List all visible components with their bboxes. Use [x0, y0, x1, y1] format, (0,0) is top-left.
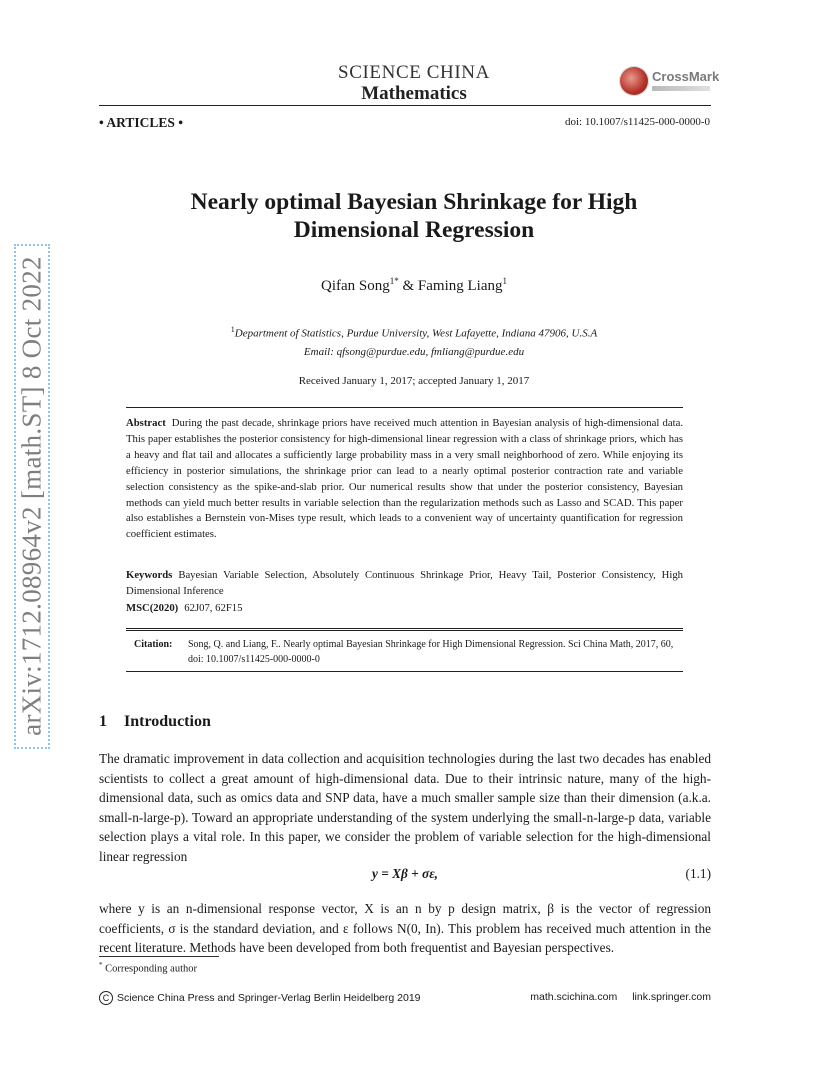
- copyright-icon: C: [99, 991, 113, 1005]
- section-title: Introduction: [124, 713, 211, 730]
- abstract-text: During the past decade, shrinkage priors have received much attention in Bayesian analysis of high-dimensional data. This paper establishes the posterior consistency for high-dimensional linear regression with a class of shrinkage priors, which has a heavy and flat tail and allocates a sufficiently large probability mass in a very small neighborhood of zero. While enjoying its efficiency in posterior simulations, the shrinkage prior can lead to a nearly optimal posterior contraction rate and variable selection consistency as the spike-and-slab prior. Our numerical results show that under the posterior consistency, Bayesian methods can yield much better results in variable selection than the regularization methods such as Lasso and SCAD. This paper also establishes a Bernstein von-Mises type result, which leads to a convenient way of uncertainty quantification for regression coefficient estimates.: [126, 417, 683, 541]
- footnote-rule: [99, 956, 219, 957]
- equation-expression: y = Xβ + σε,: [372, 866, 438, 881]
- email: Email: qfsong@purdue.edu, fmliang@purdue.edu: [303, 346, 525, 358]
- title-line-1: Nearly optimal Bayesian Shrinkage for High: [190, 189, 638, 215]
- section-number: 1: [99, 713, 107, 730]
- msc-codes: 62J07, 62F15: [184, 602, 243, 614]
- author-1: Qifan Song: [321, 278, 390, 294]
- header-rule: [99, 105, 711, 106]
- msc: [126, 602, 683, 614]
- author-1-mark: 1*: [389, 276, 399, 286]
- msc-label: MSC(2020): [126, 602, 179, 614]
- keywords-text: Bayesian Variable Selection, Absolutely Continuous Shrinkage Prior, Heavy Tail, Posterior Consistency, High Dimensional Inference: [126, 569, 683, 597]
- author-separator: &: [398, 278, 418, 294]
- affiliation-text: Department of Statistics, Purdue University, West Lafayette, Indiana 47906, U.S.A: [234, 327, 598, 340]
- section-heading: [99, 713, 211, 731]
- keywords: [126, 568, 683, 600]
- intro-paragraph-1: The dramatic improvement in data collection and acquisition technologies during the last two decades has enabled scientists to collect a great amount of high-dimensional data. Due to their intrinsic nature, many of the high-dimensional data, such as omics data and SNP data, have a much smaller sample size than their dimension (a.k.a. small-n-large-p). Toward an appropriate understanding of the system underlying the small-n-large-p data, variable selection plays a vital role. In this paper, we consider the problem of variable selection for the high-dimensional linear regression: [99, 751, 711, 864]
- citation-rule-top: [126, 630, 683, 631]
- footnote-text: Corresponding author: [105, 963, 197, 975]
- citation-text: Song, Q. and Liang, F.. Nearly optimal Bayesian Shrinkage for High Dimensional Regression. Sci China Math, 2017, 60, doi: 10.1007/s11425-000-0000-0: [188, 639, 674, 665]
- title-line-2: Dimensional Regression: [293, 217, 535, 243]
- citation: [134, 637, 683, 667]
- citation-rule-bottom: [126, 671, 683, 672]
- journal-name: SCIENCE CHINA: [338, 62, 490, 83]
- citation-label: Citation:: [134, 639, 173, 650]
- crossmark-label: CrossMark: [652, 69, 720, 84]
- author-2: Faming Liang: [417, 278, 503, 294]
- crossmark-logo[interactable]: [620, 67, 720, 97]
- abstract: [126, 416, 683, 543]
- crossmark-subtext: [652, 86, 710, 91]
- copyright-line: [99, 991, 421, 1005]
- equation-number: (1.1): [685, 866, 711, 881]
- received-dates: Received January 1, 2017; accepted January 1, 2017: [298, 375, 530, 387]
- affiliation-mark: 1: [230, 325, 235, 334]
- footer-link-scichina[interactable]: math.scichina.com: [530, 991, 618, 1003]
- doi[interactable]: doi: 10.1007/s11425-000-0000-0: [564, 116, 710, 128]
- crossmark-icon: [620, 67, 648, 95]
- abstract-label: Abstract: [126, 417, 166, 429]
- abstract-rule-bottom: [126, 628, 683, 629]
- abstract-rule-top: [126, 407, 683, 408]
- footnote-mark: *: [99, 961, 103, 969]
- author-2-mark: 1: [502, 276, 507, 286]
- journal-subject: Mathematics: [361, 83, 467, 104]
- affiliation: [0, 325, 828, 340]
- keywords-label: Keywords: [126, 569, 173, 581]
- footnote: [99, 961, 197, 975]
- footer-links: [515, 991, 711, 1003]
- section-tag: • ARTICLES •: [99, 115, 184, 130]
- arxiv-identifier: arXiv:1712.08964v2 [math.ST] 8 Oct 2022: [16, 256, 47, 736]
- intro-paragraph-2: where y is an n-dimensional response vector, X is an n by p design matrix, β is the vector of regression coefficients, σ is the standard deviation, and ε follows N(0, In). This problem has received much attention in the recent literature. Methods have been developed from both frequentist and Bayesian perspectives.: [99, 901, 711, 955]
- footer-link-springer[interactable]: link.springer.com: [632, 991, 711, 1003]
- paper-title: [0, 188, 828, 244]
- copyright-text: Science China Press and Springer-Verlag Berlin Heidelberg 2019: [117, 991, 421, 1004]
- authors: [0, 276, 828, 295]
